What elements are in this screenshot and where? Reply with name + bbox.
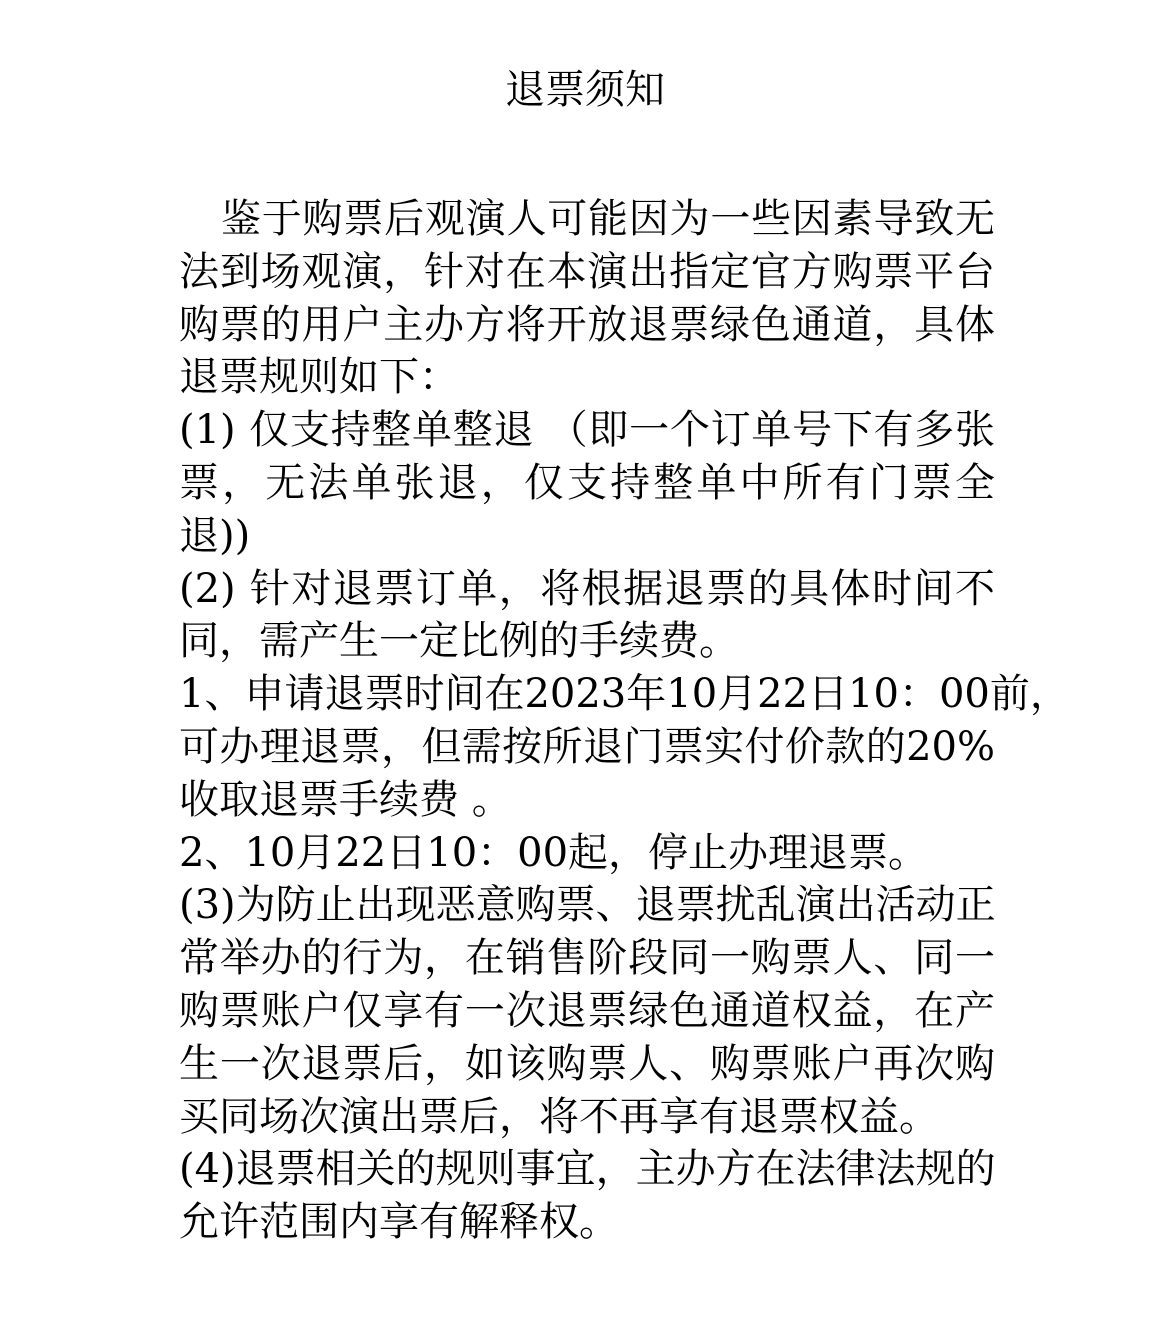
body-line: 允许范围内享有解释权。 (179, 1199, 619, 1246)
body-line: 退)) (179, 512, 251, 559)
document-title: 退票须知 (505, 67, 665, 113)
body-line: 生一次退票后，如该购票人、购票账户再次购 (179, 1040, 995, 1087)
body-line: (1) 仅支持整单整退 （即一个订单号下有多张 (179, 407, 995, 454)
body-line: 退票规则如下： (179, 354, 459, 401)
body-line: 收取退票手续费 。 (179, 776, 512, 823)
body-line: 票，无法单张退，仅支持整单中所有门票全 (179, 459, 995, 506)
body-line: 2、10月22日10：00起，停止办理退票。 (179, 829, 929, 876)
body-line: 购票的用户主办方将开放退票绿色通道，具体 (179, 301, 995, 348)
body-line: (4)退票相关的规则事宜，主办方在法律法规的 (179, 1146, 996, 1193)
body-line: 1、申请退票时间在2023年10月22日10：00前， (179, 671, 1070, 718)
body-line: 法到场观演，针对在本演出指定官方购票平台 (179, 248, 995, 295)
body-line: (3)为防止出现恶意购票、退票扰乱演出活动正 (179, 882, 996, 929)
body-line: 鉴于购票后观演人可能因为一些因素导致无 (221, 196, 995, 242)
body-line: 可办理退票，但需按所退门票实付价款的20% (179, 723, 995, 770)
body-line: (2) 针对退票订单，将根据退票的具体时间不 (179, 565, 995, 612)
body-line: 买同场次演出票后，将不再享有退票权益。 (179, 1093, 939, 1140)
document-body (179, 193, 1070, 1249)
body-line: 常举办的行为，在销售阶段同一购票人、同一 (179, 935, 995, 982)
body-line: 同，需产生一定比例的手续费。 (179, 618, 739, 665)
body-line: 购票账户仅享有一次退票绿色通道权益，在产 (179, 987, 995, 1034)
